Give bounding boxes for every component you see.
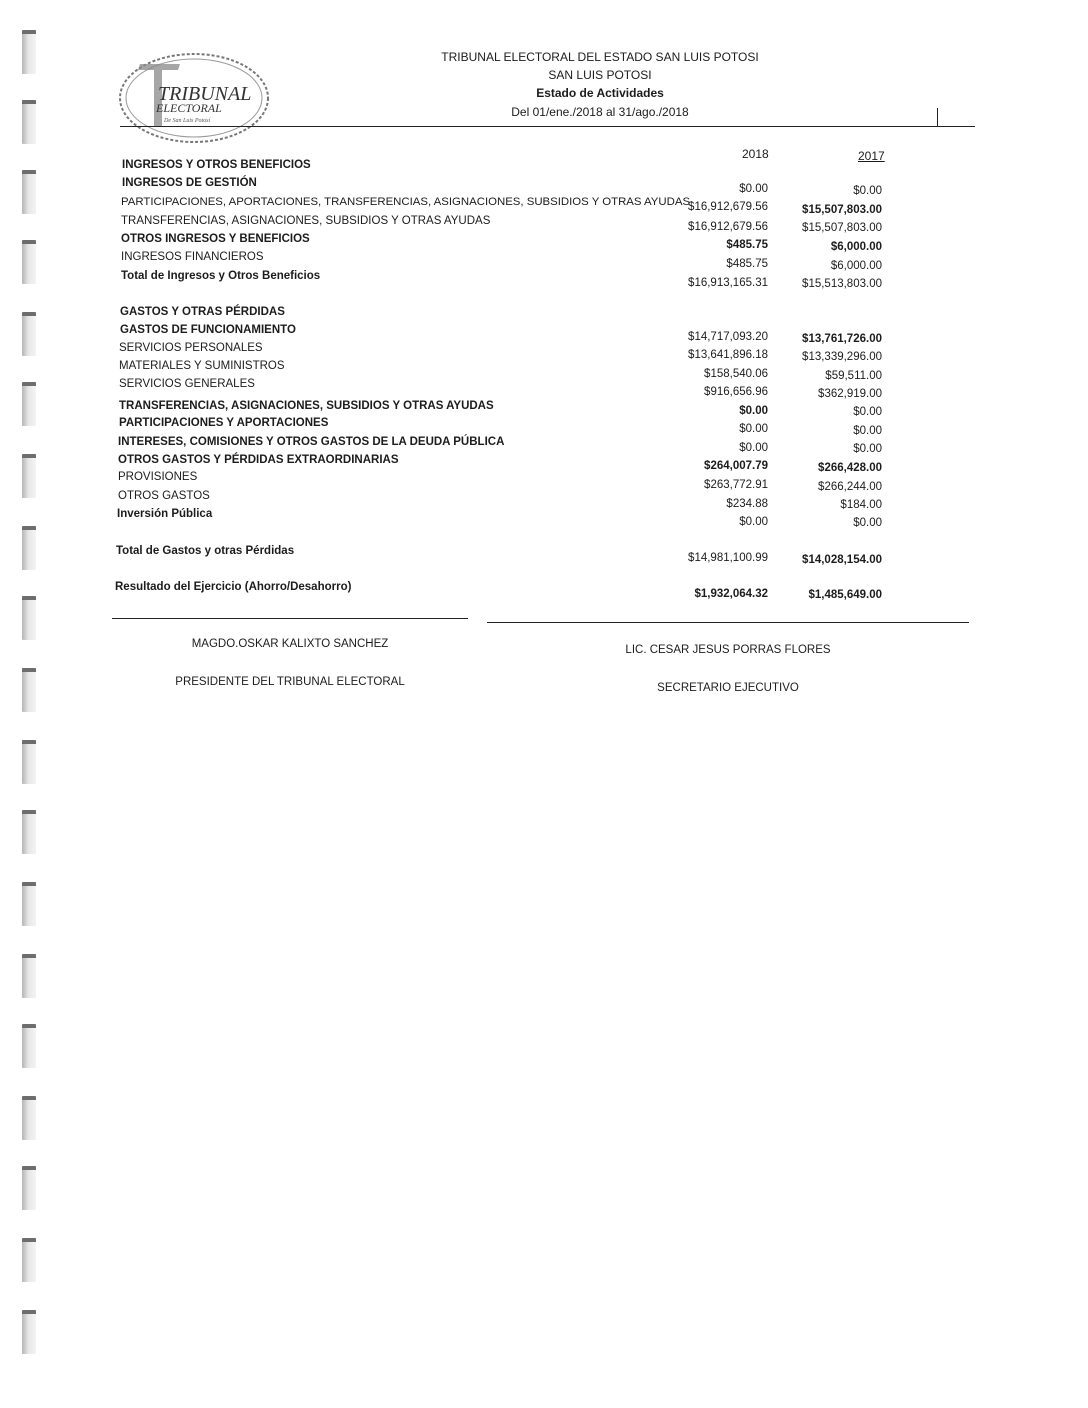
total-label: Total de Gastos y otras Pérdidas (116, 545, 295, 557)
row-label: INTERESES, COMISIONES Y OTROS GASTOS DE LA DEUDA PÚBLICA (118, 436, 505, 448)
signatory-left-name: MAGDO.OSKAR KALIXTO SANCHEZ (191, 638, 389, 650)
row-value-2017: $0.00 (853, 185, 882, 197)
row-value-2017: $15,507,803.00 (802, 204, 882, 216)
row-value-2017: $15,513,803.00 (802, 278, 882, 290)
binder-hole (22, 312, 36, 356)
row-value-2018: $485.75 (726, 239, 768, 251)
header-institution: TRIBUNAL ELECTORAL DEL ESTADO SAN LUIS POTOSI (441, 50, 759, 64)
row-value-2017: $13,761,726.00 (802, 333, 882, 345)
row-label: OTROS GASTOS Y PÉRDIDAS EXTRAORDINARIAS (118, 454, 399, 466)
binder-hole (22, 596, 36, 640)
binder-hole (22, 1096, 36, 1140)
row-label: PARTICIPACIONES Y APORTACIONES (119, 417, 329, 429)
header-state: SAN LUIS POTOSI (548, 68, 652, 82)
row-value-2018: $264,007.79 (704, 460, 768, 472)
row-label: OTROS INGRESOS Y BENEFICIOS (121, 233, 310, 245)
row-value-2017: $15,507,803.00 (802, 222, 882, 234)
binder-hole (22, 526, 36, 570)
header-period: Del 01/ene./2018 al 31/ago./2018 (511, 105, 689, 119)
binder-hole (22, 170, 36, 214)
row-value-2017: $0.00 (853, 443, 882, 455)
header-tick (937, 108, 938, 126)
header-report-title: Estado de Actividades (536, 86, 664, 100)
row-value-2017: $0.00 (853, 406, 882, 418)
signatory-left-title: PRESIDENTE DEL TRIBUNAL ELECTORAL (175, 676, 405, 688)
row-value-2018: $916,656.96 (704, 386, 768, 398)
row-value-2018: $0.00 (739, 423, 768, 435)
row-label: SERVICIOS PERSONALES (119, 342, 263, 354)
row-label: OTROS GASTOS (118, 490, 210, 502)
row-value-2018: $0.00 (739, 442, 768, 454)
svg-text:TRIBUNAL: TRIBUNAL (158, 83, 252, 105)
row-value-2017: $184.00 (840, 499, 882, 511)
row-label: INGRESOS Y OTROS BENEFICIOS (122, 159, 311, 171)
row-label: PROVISIONES (118, 471, 198, 483)
row-label: GASTOS Y OTRAS PÉRDIDAS (120, 306, 285, 318)
column-header-2017: 2017 (858, 149, 885, 163)
row-label: TRANSFERENCIAS, ASIGNACIONES, SUBSIDIOS Y OTRAS AYUDAS (119, 400, 494, 412)
row-label: Inversión Pública (117, 508, 213, 520)
row-label: SERVICIOS GENERALES (119, 378, 255, 390)
result-value-2017: $1,485,649.00 (808, 589, 882, 601)
total-value-2018: $14,981,100.99 (688, 552, 768, 564)
binder-hole (22, 100, 36, 144)
result-label: Resultado del Ejercicio (Ahorro/Desahorro) (115, 581, 352, 593)
binder-holes (22, 30, 36, 1370)
binder-hole (22, 1310, 36, 1354)
binder-hole (22, 668, 36, 712)
binder-hole (22, 240, 36, 284)
binder-hole (22, 954, 36, 998)
row-label: MATERIALES Y SUMINISTROS (119, 360, 285, 372)
row-label: TRANSFERENCIAS, ASIGNACIONES, SUBSIDIOS Y OTRAS AYUDAS (121, 215, 491, 227)
row-value-2018: $263,772.91 (704, 479, 768, 491)
row-value-2017: $362,919.00 (818, 388, 882, 400)
total-value-2017: $14,028,154.00 (802, 554, 882, 566)
row-label: INGRESOS DE GESTIÓN (122, 177, 257, 189)
row-label: GASTOS DE FUNCIONAMIENTO (120, 324, 296, 336)
signatory-right-title: SECRETARIO EJECUTIVO (657, 682, 799, 694)
result-value-2018: $1,932,064.32 (694, 588, 768, 600)
column-header-2018: 2018 (742, 147, 769, 161)
row-label: PARTICIPACIONES, APORTACIONES, TRANSFERENCIAS, ASIGNACIONES, SUBSIDIOS Y OTRAS AYUDAS (121, 196, 691, 208)
binder-hole (22, 454, 36, 498)
row-value-2018: $16,912,679.56 (688, 221, 768, 233)
signature-line-left (112, 618, 468, 619)
row-value-2017: $0.00 (853, 425, 882, 437)
binder-hole (22, 382, 36, 426)
row-value-2017: $6,000.00 (830, 260, 882, 272)
row-value-2018: $14,717,093.20 (688, 331, 768, 343)
binder-hole (22, 740, 36, 784)
row-value-2018: $16,913,165.31 (688, 277, 768, 289)
binder-hole (22, 30, 36, 74)
header-rule (120, 126, 975, 127)
tribunal-logo (112, 46, 272, 150)
signature-line-right (487, 622, 969, 623)
row-value-2018: $485.75 (726, 258, 768, 270)
row-value-2017: $13,339,296.00 (802, 351, 882, 363)
row-value-2017: $0.00 (853, 517, 882, 529)
row-value-2018: $0.00 (739, 183, 768, 195)
binder-hole (22, 810, 36, 854)
row-value-2018: $16,912,679.56 (688, 201, 768, 213)
binder-hole (22, 882, 36, 926)
signatory-right-name: LIC. CESAR JESUS PORRAS FLORES (625, 644, 831, 656)
binder-hole (22, 1024, 36, 1068)
row-value-2017: $266,244.00 (818, 481, 882, 493)
row-label: INGRESOS FINANCIEROS (121, 251, 264, 263)
row-label: Total de Ingresos y Otros Beneficios (121, 270, 321, 282)
row-value-2018: $234.88 (726, 498, 768, 510)
binder-hole (22, 1238, 36, 1282)
row-value-2018: $0.00 (739, 516, 768, 528)
row-value-2017: $59,511.00 (825, 370, 882, 382)
svg-text:De San Luis Potosí: De San Luis Potosí (164, 118, 211, 124)
svg-text:ELECTORAL: ELECTORAL (156, 101, 222, 115)
row-value-2017: $6,000.00 (830, 241, 882, 253)
binder-hole (22, 1166, 36, 1210)
row-value-2018: $13,641,896.18 (688, 349, 768, 361)
row-value-2017: $266,428.00 (818, 462, 882, 474)
row-value-2018: $0.00 (739, 405, 768, 417)
row-value-2018: $158,540.06 (704, 368, 768, 380)
